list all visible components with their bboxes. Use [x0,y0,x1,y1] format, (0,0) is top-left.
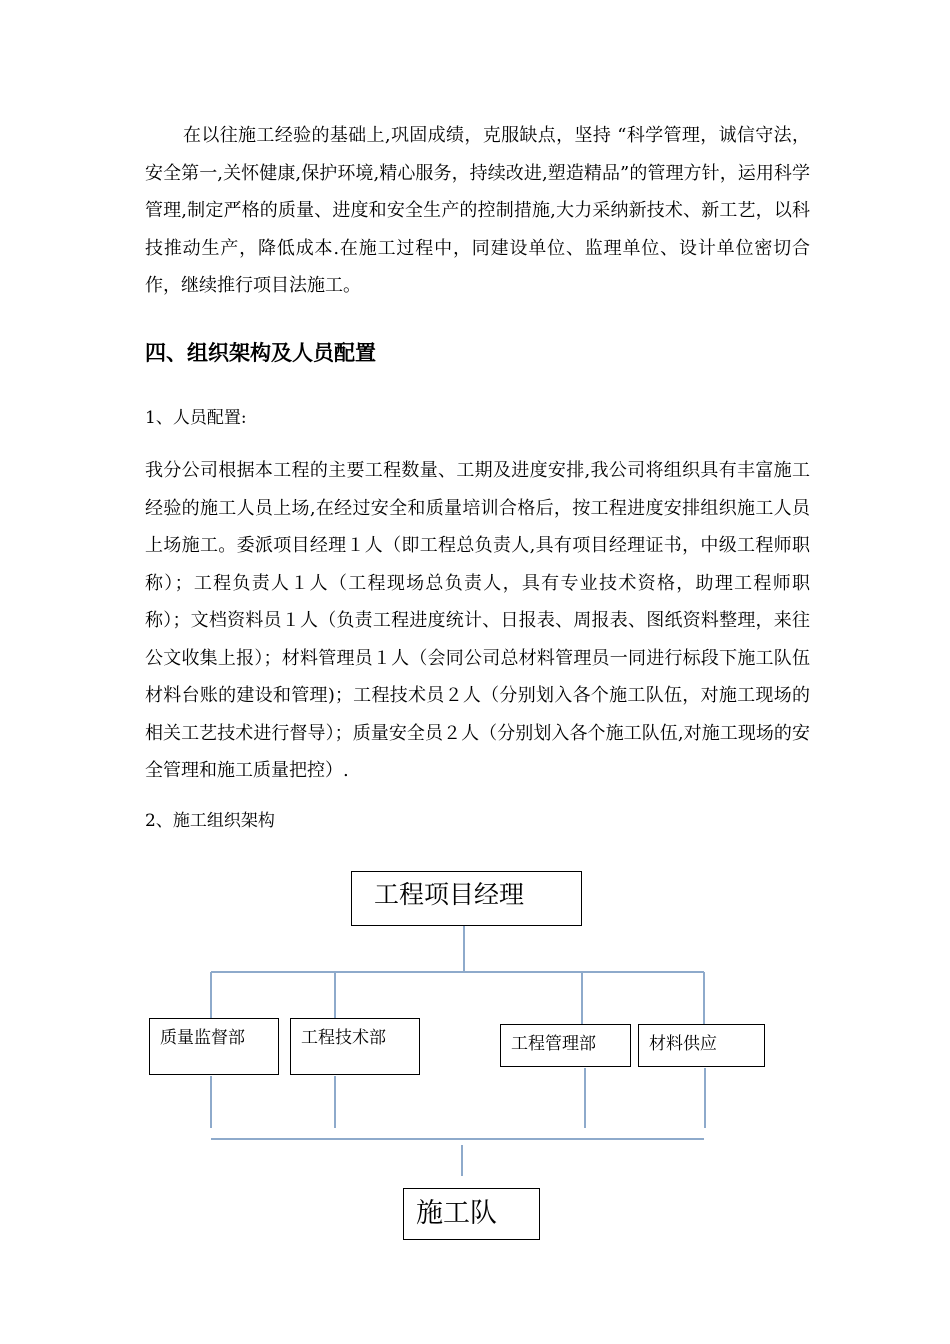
staffing-title: 1、人员配置: [145,408,247,428]
org-node-project-manager: 工程项目经理 [351,871,582,926]
staffing-paragraph: 我分公司根据本工程的主要工程数量、工期及进度安排,我公司将组织具有丰富施工经验的施工人员上场,在经过安全和质量培训合格后，按工程进度安排组织施工人员上场施工。委派项目经理１人（即工程总负责人,具有项目经理证书，中级工程师职称）；工程负责人１人（工程现场总负责人，具有专业技术资格，助理工程师职称）；文档资料员１人（负责工程进度统计、日报表、周报表、图纸资料整理，来往公文收集上报）；材料管理员１人（会同公司总材料管理员一同进行标段下施工队伍材料台账的建设和管理)；工程技术员２人（分别划入各个施工队伍，对施工现场的相关工艺技术进行督导）；质量安全员２人（分别划入各个施工队伍,对施工现场的安全管理和施工质量把控）. [145,460,810,781]
org-node-quality-supervision: 质量监督部 [149,1018,279,1075]
section-heading: 四、组织架构及人员配置 [145,341,376,365]
org-node-engineering-management: 工程管理部 [500,1024,631,1067]
org-node-engineering-technology: 工程技术部 [290,1018,420,1075]
org-node-material-supply: 材料供应 [638,1024,765,1067]
org-chart-title: 2、施工组织架构 [145,811,275,831]
org-node-construction-team: 施工队 [403,1188,540,1240]
intro-paragraph: 在以往施工经验的基础上,巩固成绩，克服缺点，坚持 “科学管理，诚信守法，安全第一,关怀健康,保护环境,精心服务，持续改进,塑造精品”的管理方针，运用科学管理,制定严格的质量、进度和安全生产的控制措施,大力采纳新技术、新工艺，以科技推动生产，降低成本.在施工过程中，同建设单位、监理单位、设计单位密切合作，继续推行项目法施工。 [145,125,810,296]
